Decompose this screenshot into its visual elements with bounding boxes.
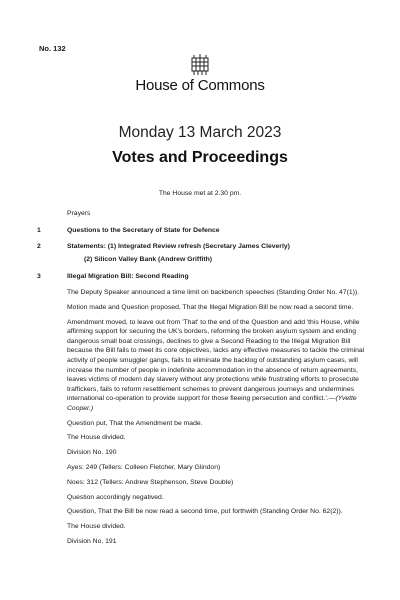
ayes-result: Ayes: 249 (Tellers: Colleen Fletcher, Mary Glindon)	[67, 464, 221, 472]
item-number: 1	[37, 227, 41, 234]
sitting-date: Monday 13 March 2023	[118, 124, 282, 141]
item-heading: Statements: (1) Integrated Review refresh (Secretary James Cleverly)	[67, 243, 290, 250]
paragraph: The House divided.	[67, 523, 126, 531]
item-heading: Questions to the Secretary of State for Defence	[67, 227, 220, 234]
paragraph: Question put, That the Amendment be made.	[67, 419, 203, 427]
portcullis-icon	[190, 54, 210, 76]
paragraph: The House divided.	[67, 434, 126, 442]
division-number: Division No. 190	[67, 449, 117, 457]
noes-result: Noes: 312 (Tellers: Andrew Stephenson, Steve Double)	[67, 478, 234, 486]
house-of-commons-logo	[0, 54, 400, 94]
item-number: 2	[37, 243, 41, 250]
item-number: 3	[37, 273, 41, 280]
house-name: House of Commons	[135, 77, 265, 94]
sitting-time: The House met at 2.30 pm.	[158, 190, 242, 197]
paragraph: Question accordingly negatived.	[67, 493, 164, 501]
paragraph: The Deputy Speaker announced a time limit on backbench speeches (Standing Order No. 47(1)).	[67, 289, 360, 296]
item-heading: Illegal Migration Bill: Second Reading	[67, 273, 189, 280]
document-number: No. 132	[39, 44, 66, 53]
amendment-text: Amendment moved, to leave out from 'That' to the end of the Question and add 'this House, while affirming support for securing the UK's borders, reforming the broken asylum system and ending dangerous small boat crossings, declines to give a Second Reading to the Illegal Migration Bill because the Bill fails to meet its core objectives, lacks any effective measures to tackle the criminal activity of people smuggler gangs, fails to eliminate the backlog of outstanding asylum cases, will increase the number of people in indefinite accommodation in the absence of return agreements, leaves victims of modern day slavery without any protections while frustrating efforts to prosecute traffickers, fails to reform resettlement schemes to prevent dangerous journeys and undermines international co-operation to provide support for those fleeing persecution and conflict.'.	[67, 318, 365, 403]
agenda-item-2-sub: (2) Silicon Valley Bank (Andrew Griffith)	[84, 256, 213, 263]
paragraph: Motion made and Question proposed, That the Illegal Migration Bill be now read a second time.	[67, 303, 354, 311]
prayers-heading: Prayers	[67, 210, 91, 217]
amendment-paragraph: Amendment moved, to leave out from 'That' to the end of the Question and add 'this House, while affirming support for securing the UK's borders, reforming the broken asylum system and ending dangerous small boat crossings, declines to give a Second Reading to the Illegal Migration Bill because the Bill fails to meet its core objectives, lacks any effective measures to tackle the criminal activity of people smuggler gangs, fails to eliminate the backlog of outstanding asylum cases, will increase the number of people in indefinite accommodation in the absence of return agreements, leaves victims of modern day slavery without any protections while frustrating efforts to prosecute traffickers, fails to reform resettlement schemes to prevent dangerous journeys and undermines international co-operation to provide support for those fleeing persecution and conflict.'.—(Yvette Cooper.)	[67, 318, 365, 412]
item-3-body	[67, 288, 367, 552]
division-number: Division No. 191	[67, 537, 117, 545]
paragraph: Question, That the Bill be now read a second time, put forthwith (Standing Order No. 62(2)).	[67, 508, 343, 516]
amendment-mover: (Yvette Cooper.)	[67, 395, 357, 412]
page-title: Votes and Proceedings	[112, 149, 288, 166]
